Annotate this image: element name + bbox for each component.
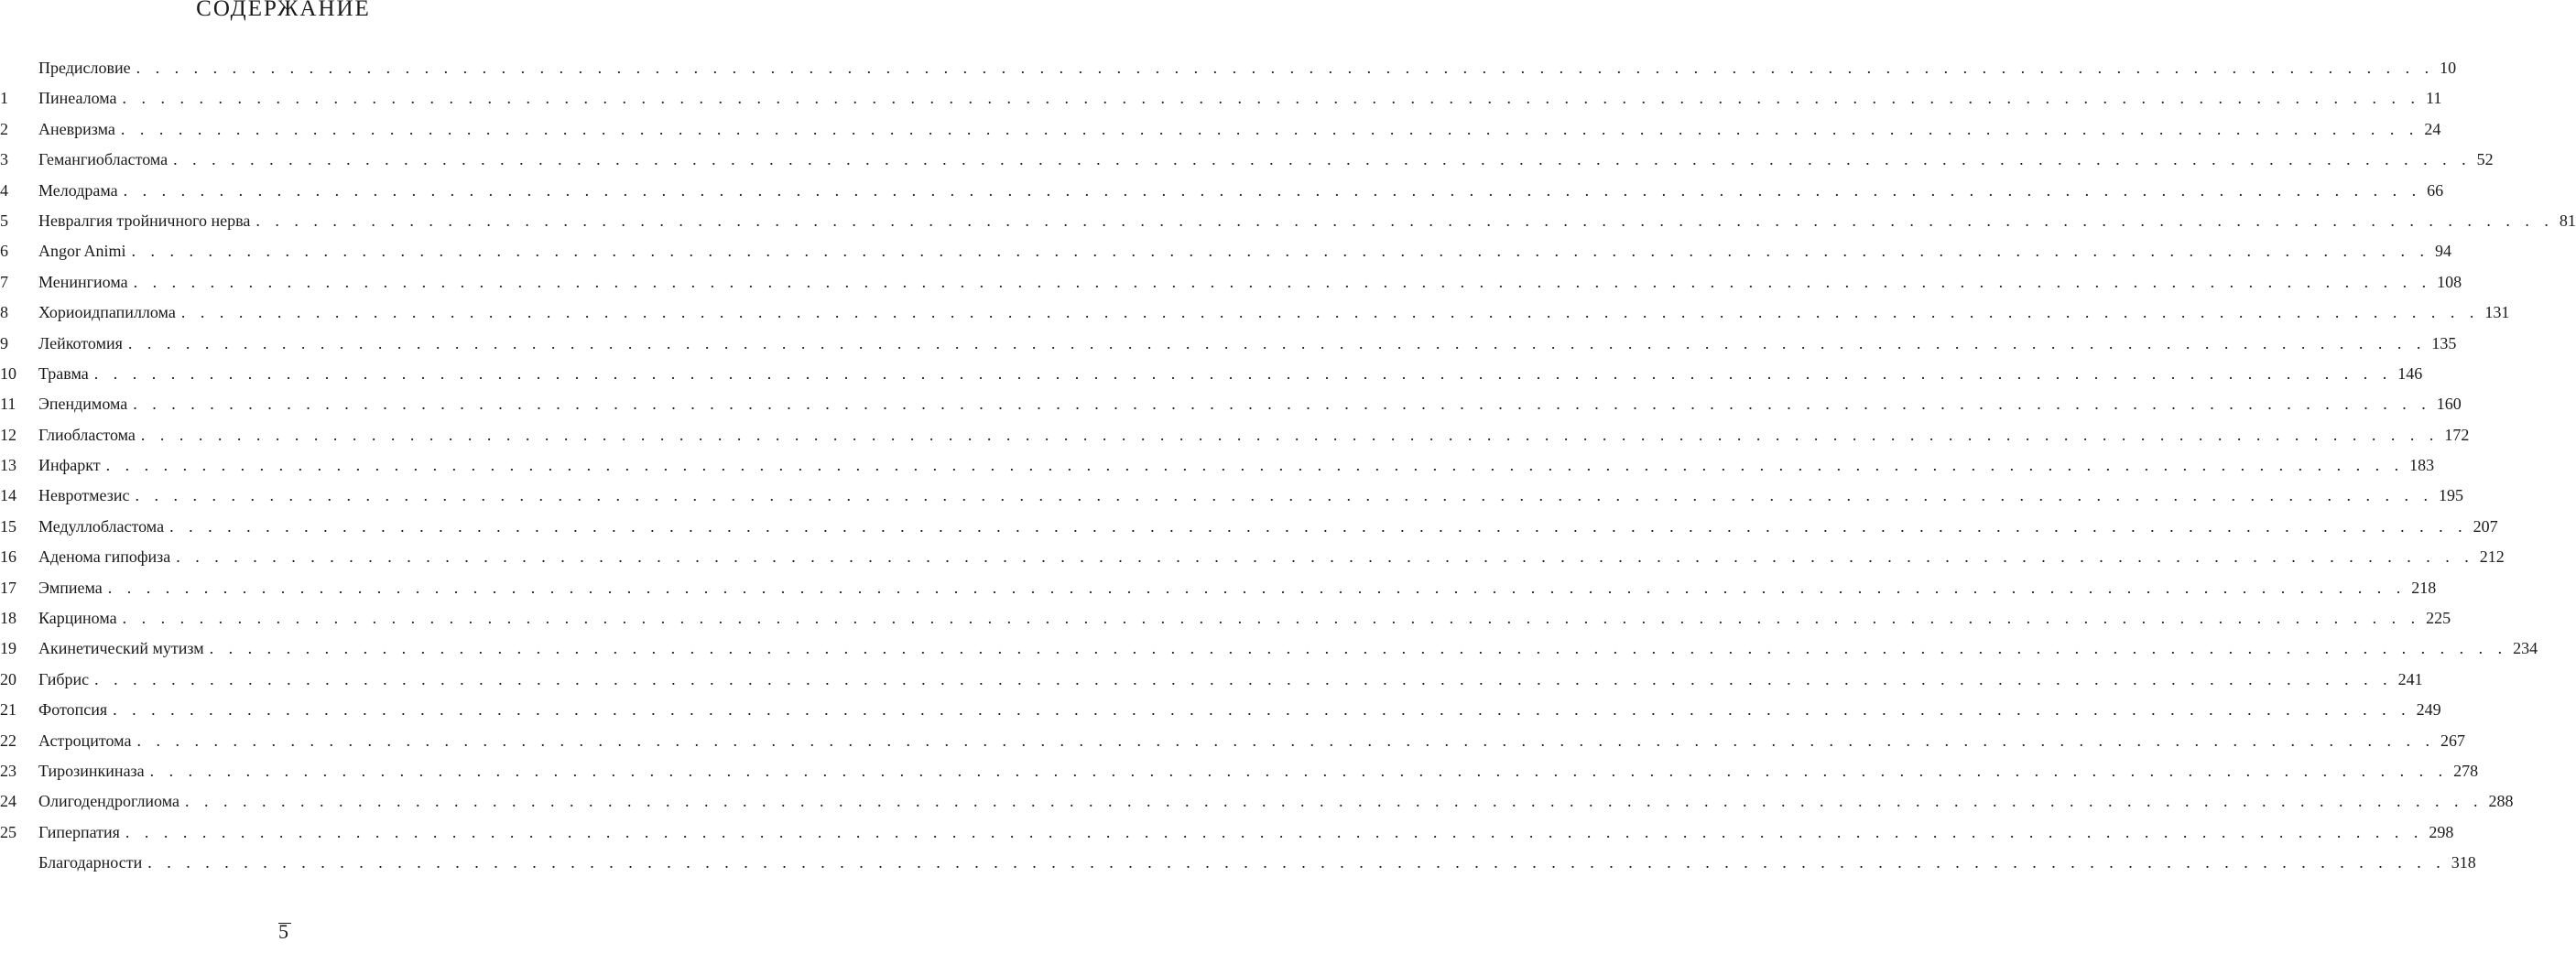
chapter-title: Хориоидпапиллома — [38, 298, 181, 328]
chapter-number: 14 — [0, 486, 16, 505]
dot-leader: . . . . . . . . . . . . . . . . . . . . . . . . . . . . . . . . . . . . . . . . . . . . . . . . . . . . . . . . . . . . . . . . . . . . . . . . . . . . . . . . . . . . . . . . . . . . . . . . . . . . . . . . . . . . . . . . . . . . . . . . — [135, 486, 2433, 505]
toc-entry-line — [38, 389, 2462, 419]
chapter-page-number: 131 — [2479, 298, 2509, 328]
dot-leader: . . . . . . . . . . . . . . . . . . . . . . . . . . . . . . . . . . . . . . . . . . . . . . . . . . . . . . . . . . . . . . . . . . . . . . . . . . . . . . . . . . . . . . . . . . . . . . . . . . . . . . . . . . . . . . . . . . . . . . . . — [122, 609, 2421, 628]
toc-entry-line — [38, 481, 2463, 511]
toc-entry[interactable] — [0, 481, 2463, 511]
chapter-number: 7 — [0, 272, 8, 291]
toc-entry-line — [38, 298, 2510, 328]
dot-leader: . . . . . . . . . . . . . . . . . . . . . . . . . . . . . . . . . . . . . . . . . . . . . . . . . . . . . . . . . . . . . . . . . . . . . . . . . . . . . . . . . . . . . . . . . . . . . . . . . . . . . . . . . . . . . . . . . . . . . . . . — [133, 272, 2432, 291]
toc-entry-line — [38, 695, 2441, 725]
chapter-title: Мелодрама — [38, 176, 124, 206]
toc-entry-line — [38, 329, 2457, 359]
chapter-title: Аневризма — [38, 114, 121, 145]
chapter-title: Медуллобластома — [38, 512, 169, 542]
chapter-number: 22 — [0, 731, 16, 750]
chapter-title: Гемангиобластома — [38, 145, 173, 175]
chapter-number: 9 — [0, 333, 8, 352]
toc-entry-line — [38, 542, 2505, 572]
chapter-title: Менингиома — [38, 267, 134, 298]
table-of-contents — [0, 53, 2576, 879]
chapter-title: Олигодендроглиома — [38, 786, 185, 817]
toc-entry[interactable] — [0, 236, 2452, 266]
chapter-page-number: 249 — [2411, 695, 2441, 725]
dot-leader: . . . . . . . . . . . . . . . . . . . . . . . . . . . . . . . . . . . . . . . . . . . . . . . . . . . . . . . . . . . . . . . . . . . . . . . . . . . . . . . . . . . . . . . . . . . . . . . . . . . . . . . . . . . . . . . . . . . . . . . . — [255, 211, 2554, 230]
dot-leader: . . . . . . . . . . . . . . . . . . . . . . . . . . . . . . . . . . . . . . . . . . . . . . . . . . . . . . . . . . . . . . . . . . . . . . . . . . . . . . . . . . . . . . . . . . . . . . . . . . . . . . . . . . . . . . . . . . . . . . . . — [140, 425, 2440, 444]
chapter-title: Аденома гипофиза — [38, 542, 176, 572]
toc-entry[interactable] — [0, 420, 2470, 450]
toc-entry-line — [38, 512, 2498, 542]
dot-leader: . . . . . . . . . . . . . . . . . . . . . . . . . . . . . . . . . . . . . . . . . . . . . . . . . . . . . . . . . . . . . . . . . . . . . . . . . . . . . . . . . . . . . . . . . . . . . . . . . . . . . . . . . . . . . . . . . . . . . . . . — [133, 395, 2431, 414]
dot-leader: . . . . . . . . . . . . . . . . . . . . . . . . . . . . . . . . . . . . . . . . . . . . . . . . . . . . . . . . . . . . . . . . . . . . . . . . . . . . . . . . . . . . . . . . . . . . . . . . . . . . . . . . . . . . . . . . . . . . . . . . — [149, 761, 2449, 780]
toc-entry-line — [38, 359, 2423, 389]
chapter-page-number: 183 — [2404, 450, 2434, 481]
chapter-page-number: 288 — [2483, 786, 2513, 817]
toc-entry-line — [38, 53, 2457, 83]
chapter-title: Карцинома — [38, 603, 123, 634]
page-title: СОДЕРЖАНИЕ — [196, 0, 371, 21]
toc-entry-line — [38, 786, 2514, 817]
dot-leader: . . . . . . . . . . . . . . . . . . . . . . . . . . . . . . . . . . . . . . . . . . . . . . . . . . . . . . . . . . . . . . . . . . . . . . . . . . . . . . . . . . . . . . . . . . . . . . . . . . . . . . . . . . . . . . . . . . . . . . . . — [184, 792, 2484, 811]
chapter-title: Эпендимома — [38, 389, 133, 419]
chapter-title: Тирозинкиназа — [38, 756, 150, 786]
chapter-number: 19 — [0, 639, 16, 658]
page-number: 5 — [278, 920, 288, 943]
dot-leader: . . . . . . . . . . . . . . . . . . . . . . . . . . . . . . . . . . . . . . . . . . . . . . . . . . . . . . . . . . . . . . . . . . . . . . . . . . . . . . . . . . . . . . . . . . . . . . . . . . . . . . . . . . . . . . . . . . . . . . . . — [107, 578, 2407, 597]
chapter-title: Глиобластома — [38, 420, 141, 450]
dot-leader: . . . . . . . . . . . . . . . . . . . . . . . . . . . . . . . . . . . . . . . . . . . . . . . . . . . . . . . . . . . . . . . . . . . . . . . . . . . . . . . . . . . . . . . . . . . . . . . . . . . . . . . . . . . . . . . . . . . . . . . . — [136, 731, 2435, 750]
chapter-page-number: 81 — [2554, 206, 2576, 236]
chapter-number: 18 — [0, 609, 16, 628]
chapter-page-number: 234 — [2507, 634, 2538, 664]
dot-leader: . . . . . . . . . . . . . . . . . . . . . . . . . . . . . . . . . . . . . . . . . . . . . . . . . . . . . . . . . . . . . . . . . . . . . . . . . . . . . . . . . . . . . . . . . . . . . . . . . . . . . . . . . . . . . . . . . . . . . . . . — [125, 822, 2424, 841]
toc-entry-line — [38, 176, 2444, 206]
chapter-page-number: 24 — [2418, 114, 2440, 145]
dot-leader: . . . . . . . . . . . . . . . . . . . . . . . . . . . . . . . . . . . . . . . . . . . . . . . . . . . . . . . . . . . . . . . . . . . . . . . . . . . . . . . . . . . . . . . . . . . . . . . . . . . . . . . . . . . . . . . . . . . . . . . . — [120, 119, 2419, 138]
chapter-title: Гиперпатия — [38, 818, 125, 848]
chapter-title: Инфаркт — [38, 450, 106, 481]
chapter-title: Angor Animi — [38, 236, 132, 266]
chapter-number: 2 — [0, 119, 8, 138]
toc-entry[interactable] — [0, 329, 2457, 359]
toc-entry-line — [38, 603, 2451, 634]
chapter-page-number: 267 — [2435, 726, 2465, 756]
toc-entry[interactable] — [0, 573, 2437, 603]
toc-entry[interactable] — [0, 818, 2454, 848]
dot-leader: . . . . . . . . . . . . . . . . . . . . . . . . . . . . . . . . . . . . . . . . . . . . . . . . . . . . . . . . . . . . . . . . . . . . . . . . . . . . . . . . . . . . . . . . . . . . . . . . . . . . . . . . . . . . . . . . . . . . . . . . — [127, 333, 2427, 352]
chapter-number: 3 — [0, 150, 8, 169]
chapter-number: 4 — [0, 180, 8, 200]
dot-leader: . . . . . . . . . . . . . . . . . . . . . . . . . . . . . . . . . . . . . . . . . . . . . . . . . . . . . . . . . . . . . . . . . . . . . . . . . . . . . . . . . . . . . . . . . . . . . . . . . . . . . . . . . . . . . . . . . . . . . . . . — [131, 242, 2430, 261]
chapter-title: Гибрис — [38, 665, 94, 695]
toc-entry[interactable] — [0, 756, 2479, 786]
dot-leader: . . . . . . . . . . . . . . . . . . . . . . . . . . . . . . . . . . . . . . . . . . . . . . . . . . . . . . . . . . . . . . . . . . . . . . . . . . . . . . . . . . . . . . . . . . . . . . . . . . . . . . . . . . . . . . . . . . . . . . . . — [123, 180, 2422, 200]
chapter-number: 25 — [0, 822, 16, 841]
toc-entry-line — [38, 420, 2470, 450]
toc-entry-line — [38, 573, 2437, 603]
toc-entry[interactable] — [0, 665, 2423, 695]
chapter-number: 5 — [0, 211, 8, 230]
chapter-title: Травма — [38, 359, 94, 389]
chapter-number: 10 — [0, 363, 16, 383]
chapter-number: 23 — [0, 761, 16, 780]
chapter-number: 13 — [0, 456, 16, 475]
chapter-number: 15 — [0, 516, 16, 536]
chapter-page-number: 195 — [2433, 481, 2463, 511]
chapter-title: Благодарности — [38, 848, 147, 878]
chapter-page-number: 10 — [2434, 53, 2456, 83]
chapter-page-number: 218 — [2406, 573, 2436, 603]
chapter-page-number: 278 — [2448, 756, 2478, 786]
chapter-page-number: 241 — [2393, 665, 2423, 695]
toc-entry[interactable] — [0, 145, 2494, 175]
toc-entry[interactable] — [0, 53, 2457, 83]
chapter-title: Невротмезис — [38, 481, 135, 511]
toc-entry-line — [38, 848, 2476, 878]
toc-entry-line — [38, 726, 2465, 756]
chapter-page-number: 207 — [2468, 512, 2498, 542]
chapter-page-number: 172 — [2439, 420, 2469, 450]
toc-entry-line — [38, 267, 2462, 298]
toc-entry[interactable] — [0, 512, 2498, 542]
chapter-page-number: 160 — [2431, 389, 2462, 419]
toc-entry-line — [38, 236, 2452, 266]
chapter-title: Эмпиема — [38, 573, 108, 603]
toc-entry[interactable] — [0, 83, 2442, 114]
chapter-number: 20 — [0, 669, 16, 688]
chapter-page-number: 108 — [2431, 267, 2462, 298]
toc-entry[interactable] — [0, 726, 2465, 756]
chapter-page-number: 11 — [2420, 83, 2441, 114]
chapter-page-number: 298 — [2423, 818, 2453, 848]
chapter-page-number: 94 — [2429, 236, 2451, 266]
chapter-number: 1 — [0, 89, 8, 108]
dot-leader: . . . . . . . . . . . . . . . . . . . . . . . . . . . . . . . . . . . . . . . . . . . . . . . . . . . . . . . . . . . . . . . . . . . . . . . . . . . . . . . . . . . . . . . . . . . . . . . . . . . . . . . . . . . . . . . . . . . . . . . . — [122, 89, 2421, 108]
chapter-title: Акинетический мутизм — [38, 634, 210, 664]
chapter-title: Лейкотомия — [38, 329, 128, 359]
chapter-number: 6 — [0, 242, 8, 261]
dot-leader: . . . . . . . . . . . . . . . . . . . . . . . . . . . . . . . . . . . . . . . . . . . . . . . . . . . . . . . . . . . . . . . . . . . . . . . . . . . . . . . . . . . . . . . . . . . . . . . . . . . . . . . . . . . . . . . . . . . . . . . . — [209, 639, 2508, 658]
chapter-number: 11 — [0, 395, 16, 414]
chapter-page-number: 135 — [2426, 329, 2456, 359]
toc-entry-line — [38, 634, 2538, 664]
toc-entry[interactable] — [0, 786, 2514, 817]
toc-entry-line — [38, 206, 2576, 236]
chapter-title: Предисловие — [38, 53, 136, 83]
chapter-number: 8 — [0, 303, 8, 322]
toc-entry[interactable] — [0, 848, 2476, 878]
toc-entry[interactable] — [0, 114, 2441, 145]
toc-entry[interactable] — [0, 695, 2441, 725]
toc-entry[interactable] — [0, 389, 2462, 419]
toc-entry[interactable] — [0, 206, 2576, 236]
chapter-page-number: 66 — [2421, 176, 2443, 206]
chapter-title: Невралгия тройничного нерва — [38, 206, 255, 236]
chapter-page-number: 225 — [2420, 603, 2451, 634]
toc-entry-line — [38, 818, 2454, 848]
dot-leader: . . . . . . . . . . . . . . . . . . . . . . . . . . . . . . . . . . . . . . . . . . . . . . . . . . . . . . . . . . . . . . . . . . . . . . . . . . . . . . . . . . . . . . . . . . . . . . . . . . . . . . . . . . . . . . . . . . . . . . . . — [173, 150, 2472, 169]
dot-leader: . . . . . . . . . . . . . . . . . . . . . . . . . . . . . . . . . . . . . . . . . . . . . . . . . . . . . . . . . . . . . . . . . . . . . . . . . . . . . . . . . . . . . . . . . . . . . . . . . . . . . . . . . . . . . . . . . . . . . . . . — [93, 363, 2393, 383]
chapter-number: 21 — [0, 700, 16, 720]
toc-entry[interactable] — [0, 267, 2462, 298]
toc-entry[interactable] — [0, 450, 2435, 481]
chapter-number: 24 — [0, 792, 16, 811]
toc-entry[interactable] — [0, 603, 2451, 634]
toc-entry-line — [38, 145, 2494, 175]
toc-entry-line — [38, 756, 2479, 786]
dot-leader: . . . . . . . . . . . . . . . . . . . . . . . . . . . . . . . . . . . . . . . . . . . . . . . . . . . . . . . . . . . . . . . . . . . . . . . . . . . . . . . . . . . . . . . . . . . . . . . . . . . . . . . . . . . . . . . . . . . . . . . . — [169, 516, 2468, 536]
chapter-title: Фотопсия — [38, 695, 113, 725]
toc-entry[interactable] — [0, 176, 2444, 206]
dot-leader: . . . . . . . . . . . . . . . . . . . . . . . . . . . . . . . . . . . . . . . . . . . . . . . . . . . . . . . . . . . . . . . . . . . . . . . . . . . . . . . . . . . . . . . . . . . . . . . . . . . . . . . . . . . . . . . . . . . . . . . . — [180, 303, 2480, 322]
dot-leader: . . . . . . . . . . . . . . . . . . . . . . . . . . . . . . . . . . . . . . . . . . . . . . . . . . . . . . . . . . . . . . . . . . . . . . . . . . . . . . . . . . . . . . . . . . . . . . . . . . . . . . . . . . . . . . . . . . . . . . . . — [105, 456, 2405, 475]
chapter-page-number: 318 — [2446, 848, 2476, 878]
chapter-page-number: 146 — [2392, 359, 2422, 389]
chapter-title: Пинеалома — [38, 83, 123, 114]
dot-leader: . . . . . . . . . . . . . . . . . . . . . . . . . . . . . . . . . . . . . . . . . . . . . . . . . . . . . . . . . . . . . . . . . . . . . . . . . . . . . . . . . . . . . . . . . . . . . . . . . . . . . . . . . . . . . . . . . . . . . . . . — [176, 547, 2474, 567]
chapter-number: 16 — [0, 547, 16, 567]
toc-entry-line — [38, 114, 2441, 145]
toc-entry-line — [38, 450, 2435, 481]
toc-entry-line — [38, 83, 2442, 114]
chapter-number: 12 — [0, 425, 16, 444]
dot-leader: . . . . . . . . . . . . . . . . . . . . . . . . . . . . . . . . . . . . . . . . . . . . . . . . . . . . . . . . . . . . . . . . . . . . . . . . . . . . . . . . . . . . . . . . . . . . . . . . . . . . . . . . . . . . . . . . . . . . . . . . — [147, 853, 2446, 872]
toc-entry-line — [38, 665, 2423, 695]
dot-leader: . . . . . . . . . . . . . . . . . . . . . . . . . . . . . . . . . . . . . . . . . . . . . . . . . . . . . . . . . . . . . . . . . . . . . . . . . . . . . . . . . . . . . . . . . . . . . . . . . . . . . . . . . . . . . . . . . . . . . . . . — [113, 700, 2411, 720]
dot-leader: . . . . . . . . . . . . . . . . . . . . . . . . . . . . . . . . . . . . . . . . . . . . . . . . . . . . . . . . . . . . . . . . . . . . . . . . . . . . . . . . . . . . . . . . . . . . . . . . . . . . . . . . . . . . . . . . . . . . . . . . — [94, 669, 2393, 688]
chapter-title: Астроцитома — [38, 726, 136, 756]
toc-entry[interactable] — [0, 634, 2538, 664]
toc-entry[interactable] — [0, 359, 2423, 389]
dot-leader: . . . . . . . . . . . . . . . . . . . . . . . . . . . . . . . . . . . . . . . . . . . . . . . . . . . . . . . . . . . . . . . . . . . . . . . . . . . . . . . . . . . . . . . . . . . . . . . . . . . . . . . . . . . . . . . . . . . . . . . . — [136, 59, 2435, 77]
chapter-page-number: 212 — [2474, 542, 2505, 572]
chapter-page-number: 52 — [2472, 145, 2494, 175]
chapter-number: 17 — [0, 578, 16, 597]
toc-entry[interactable] — [0, 298, 2510, 328]
toc-entry[interactable] — [0, 542, 2505, 572]
